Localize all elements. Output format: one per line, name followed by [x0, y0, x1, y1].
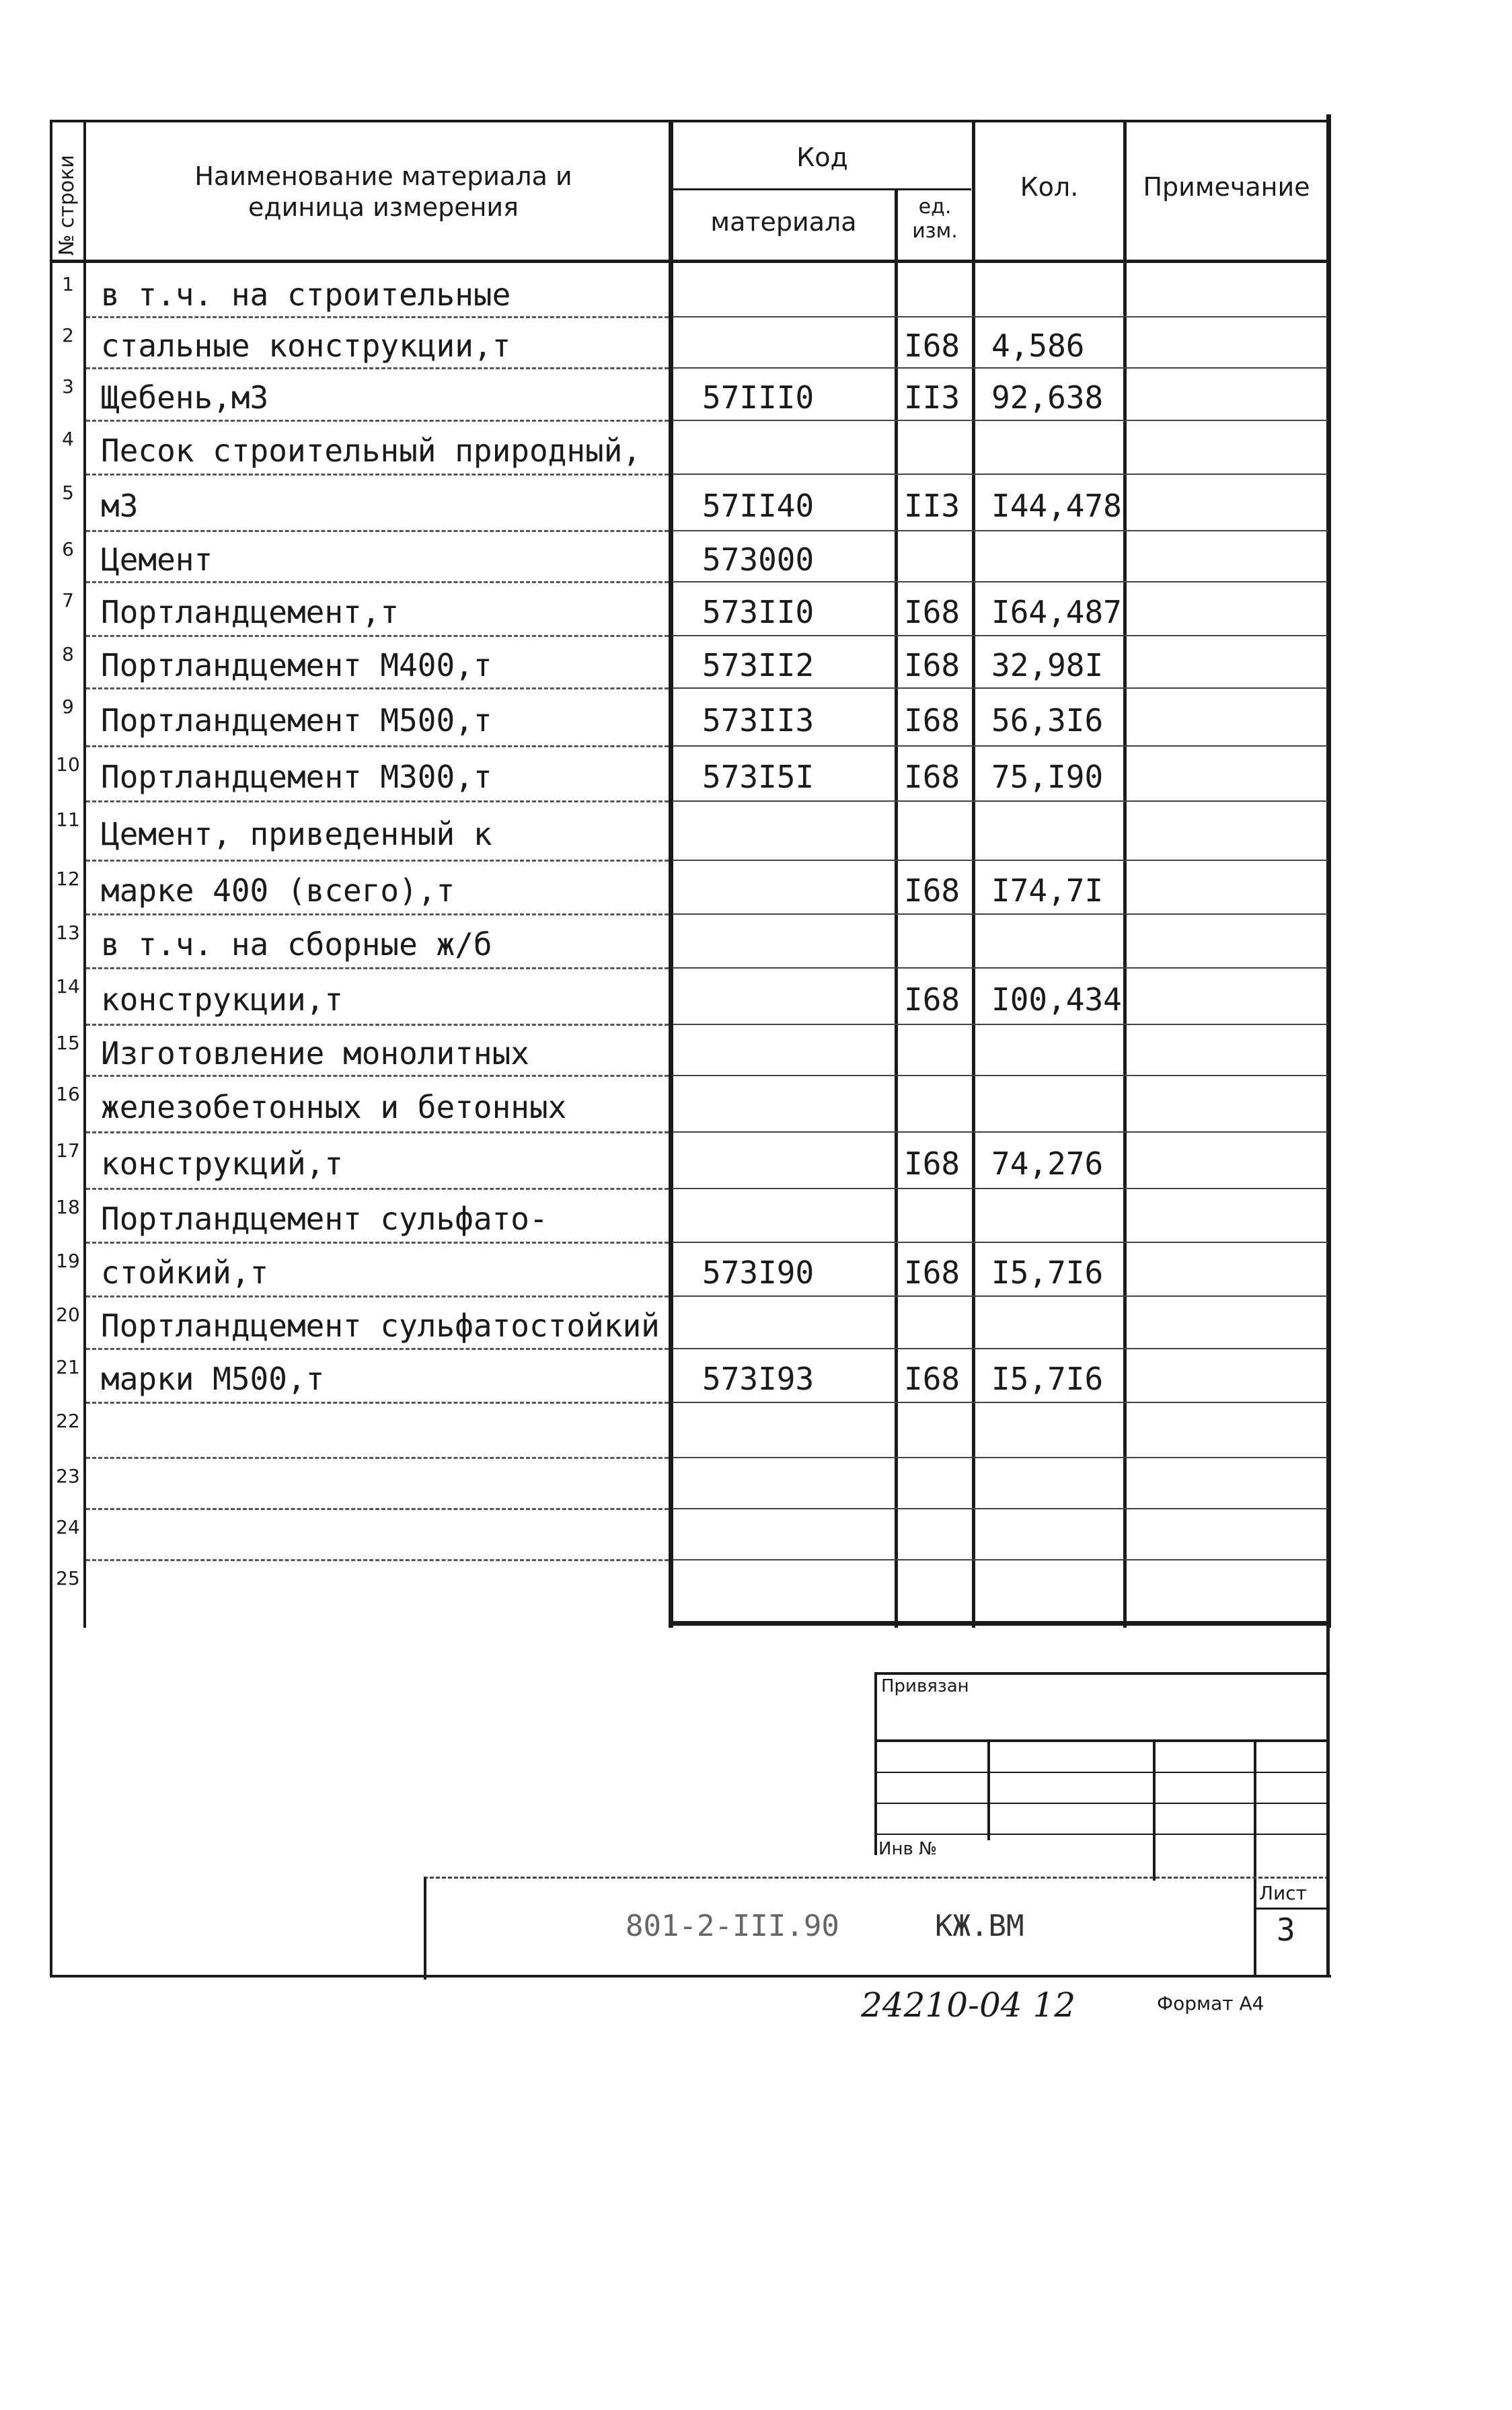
page-bottom-line: [50, 1975, 1331, 1978]
row-number: 5: [62, 482, 74, 504]
unit-code: II3: [904, 488, 960, 524]
row-number: 4: [62, 428, 74, 450]
material-name: в т.ч. на строительные: [101, 276, 511, 313]
unit-code: I68: [904, 872, 960, 909]
row-separator-right: [673, 420, 1328, 421]
row-separator-right: [673, 1242, 1328, 1243]
material-name: Изготовление монолитных: [101, 1035, 529, 1071]
row-separator: [86, 1131, 669, 1133]
row-separator: [86, 316, 669, 318]
row-separator-right: [673, 1295, 1328, 1297]
material-name: Портландцемент сульфатостойкий: [101, 1308, 660, 1344]
code-header: Код: [796, 143, 848, 172]
doc-code: 801-2-III.90: [626, 1909, 839, 1943]
stamp-line-2: [874, 1772, 1326, 1773]
row-separator: [86, 860, 669, 862]
doc-type: КЖ.ВМ: [935, 1909, 1024, 1943]
row-number: 14: [56, 975, 80, 997]
unit-header: ед. изм.: [912, 195, 958, 243]
material-name: конструкции,т: [101, 981, 344, 1018]
row-separator: [86, 420, 669, 422]
unit-code: I68: [904, 328, 960, 364]
sheet-number: 3: [1277, 1912, 1295, 1948]
material-code: 573I5I: [702, 759, 815, 795]
name-header: Наименование материала и единица измерения: [194, 161, 572, 222]
material-name: Портландцемент М500,т: [101, 702, 492, 739]
row-separator-right: [673, 1457, 1328, 1458]
material-code: 573II2: [702, 647, 815, 683]
material-name: марке 400 (всего),т: [101, 872, 455, 909]
unit-code: I68: [904, 981, 960, 1018]
row-separator-right: [673, 1024, 1328, 1025]
material-code: 573II0: [702, 594, 815, 630]
material-code: 573II3: [702, 702, 815, 739]
row-separator: [86, 800, 669, 802]
title-block: [424, 1877, 1329, 1980]
row-number: 17: [56, 1139, 80, 1162]
row-separator-right: [673, 800, 1328, 802]
row-separator: [86, 474, 669, 476]
row-separator: [86, 687, 669, 689]
stamp-line-3: [874, 1803, 1326, 1804]
row-number-header: № строки: [55, 155, 79, 256]
page-right-ext: [1326, 1621, 1330, 1978]
row-number: 20: [56, 1304, 80, 1326]
table-left-border: [50, 121, 52, 1628]
material-name: Щебень,мЗ: [101, 379, 269, 416]
note-header: Примечание: [1143, 172, 1310, 202]
row-separator: [86, 1457, 669, 1459]
row-number: 11: [56, 808, 80, 831]
row-separator-right: [673, 745, 1328, 747]
material-name: Цемент: [101, 541, 213, 578]
row-separator-right: [673, 367, 1328, 369]
row-separator-right: [673, 1508, 1328, 1509]
row-number: 3: [62, 375, 74, 398]
stamp-div-3: [1254, 1739, 1256, 1881]
row-number: 23: [56, 1465, 80, 1487]
quantity: 75,I90: [991, 759, 1104, 795]
row-separator-right: [673, 1075, 1328, 1076]
header-bottom-line: [50, 260, 1331, 263]
unit-code: II3: [904, 379, 960, 416]
row-separator: [86, 1295, 669, 1297]
row-number: 8: [62, 643, 74, 665]
material-name: конструкций,т: [101, 1145, 344, 1182]
format-label: Формат А4: [1157, 1992, 1264, 2014]
unit-code: I68: [904, 702, 960, 739]
quantity: I5,7I6: [991, 1254, 1104, 1291]
material-name: стойкий,т: [101, 1254, 269, 1291]
quantity: I44,478: [991, 488, 1122, 524]
material-code: 573I93: [702, 1361, 815, 1397]
row-number: 13: [56, 921, 80, 944]
row-number: 9: [62, 695, 74, 718]
row-separator: [86, 367, 669, 369]
row-separator-right: [673, 474, 1328, 475]
row-number: 7: [62, 589, 74, 611]
quantity: 92,638: [991, 379, 1104, 416]
row-separator: [86, 1188, 669, 1190]
code-subheader-line: [669, 188, 971, 190]
unit-code: I68: [904, 1254, 960, 1291]
quantity: 32,98I: [991, 647, 1104, 683]
row-number: 10: [56, 753, 80, 776]
row-separator: [86, 1075, 669, 1077]
sheet-box-divider: [1254, 1908, 1326, 1910]
material-name: стальные конструкции,т: [101, 328, 511, 364]
material-name: Портландцемент М400,т: [101, 647, 492, 683]
table-bottom-line: [669, 1621, 1331, 1626]
material-code: 573000: [702, 541, 815, 578]
material-name: железобетонных и бетонных: [101, 1089, 567, 1125]
table-right-border: [1326, 114, 1331, 1628]
unit-code: I68: [904, 647, 960, 683]
row-separator-right: [673, 581, 1328, 582]
material-code: 57III0: [702, 379, 815, 416]
row-separator: [86, 1559, 669, 1561]
quantity: I5,7I6: [991, 1361, 1104, 1397]
row-separator: [86, 1024, 669, 1026]
row-separator-right: [673, 967, 1328, 969]
row-number: 21: [56, 1356, 80, 1378]
quantity: 4,586: [991, 328, 1085, 364]
quantity: I00,434: [991, 981, 1122, 1018]
row-separator-right: [673, 635, 1328, 636]
stamp-inv-label: Инв №: [878, 1839, 938, 1859]
row-separator-right: [673, 530, 1328, 531]
table-top-border: [50, 120, 1331, 122]
stamp-attached-label: Привязан: [881, 1676, 969, 1696]
quantity: I74,7I: [991, 872, 1104, 909]
row-number: 6: [62, 538, 74, 560]
row-separator: [86, 530, 669, 532]
row-separator: [86, 1402, 669, 1404]
stamp-div-2: [1153, 1739, 1156, 1881]
row-number: 25: [56, 1567, 80, 1589]
material-name: Цемент, приведенный к: [101, 816, 492, 852]
row-separator: [86, 745, 669, 747]
material-code: 57II40: [702, 488, 815, 524]
row-number: 22: [56, 1410, 80, 1432]
page-left-ext: [50, 1628, 52, 1976]
row-separator-right: [673, 860, 1328, 861]
quantity: I64,487: [991, 594, 1122, 630]
unit-col-border: [895, 188, 898, 1628]
unit-code: I68: [904, 1361, 960, 1397]
row-separator: [86, 967, 669, 969]
material-name: Песок строительный природный,: [101, 432, 642, 469]
row-separator-right: [673, 1402, 1328, 1403]
row-separator-right: [673, 913, 1328, 915]
row-separator-right: [673, 1559, 1328, 1560]
unit-code: I68: [904, 594, 960, 630]
material-name: Портландцемент,т: [101, 594, 400, 630]
row-separator: [86, 581, 669, 583]
row-number: 2: [62, 324, 74, 346]
row-number: 18: [56, 1196, 80, 1218]
row-separator: [86, 1348, 669, 1350]
material-name: Портландцемент сульфато-: [101, 1201, 548, 1237]
stamp-line-1: [874, 1739, 1326, 1742]
row-number: 19: [56, 1250, 80, 1272]
material-name: марки М500,т: [101, 1361, 325, 1397]
material-code: 573I90: [702, 1254, 815, 1291]
material-code-header: материала: [710, 207, 857, 237]
row-number: 24: [56, 1516, 80, 1538]
row-separator-right: [673, 687, 1328, 689]
stamp-div-1: [987, 1739, 990, 1840]
stamp-attached-box: [874, 1672, 1329, 1855]
row-separator: [86, 1242, 669, 1244]
material-name: Портландцемент М300,т: [101, 759, 492, 795]
unit-code: I68: [904, 1145, 960, 1182]
row-number: 12: [56, 868, 80, 890]
row-separator: [86, 1508, 669, 1510]
material-name: в т.ч. на сборные ж/б: [101, 926, 492, 963]
unit-code: I68: [904, 759, 960, 795]
row-separator-right: [673, 316, 1328, 317]
row-separator-right: [673, 1348, 1328, 1349]
row-number: 1: [62, 273, 74, 295]
material-name: мЗ: [101, 488, 139, 524]
row-separator-right: [673, 1188, 1328, 1189]
row-separator-right: [673, 1131, 1328, 1133]
handwritten-number: 24210-04 12: [861, 1986, 1076, 2025]
row-number: 16: [56, 1083, 80, 1105]
quantity: 74,276: [991, 1145, 1104, 1182]
stamp-line-4: [874, 1834, 1326, 1835]
quantity: 56,3I6: [991, 702, 1104, 739]
row-separator: [86, 913, 669, 915]
sheet-label: Лист: [1259, 1882, 1307, 1904]
row-number: 15: [56, 1032, 80, 1054]
row-separator: [86, 635, 669, 637]
qty-header: Кол.: [1020, 172, 1079, 202]
